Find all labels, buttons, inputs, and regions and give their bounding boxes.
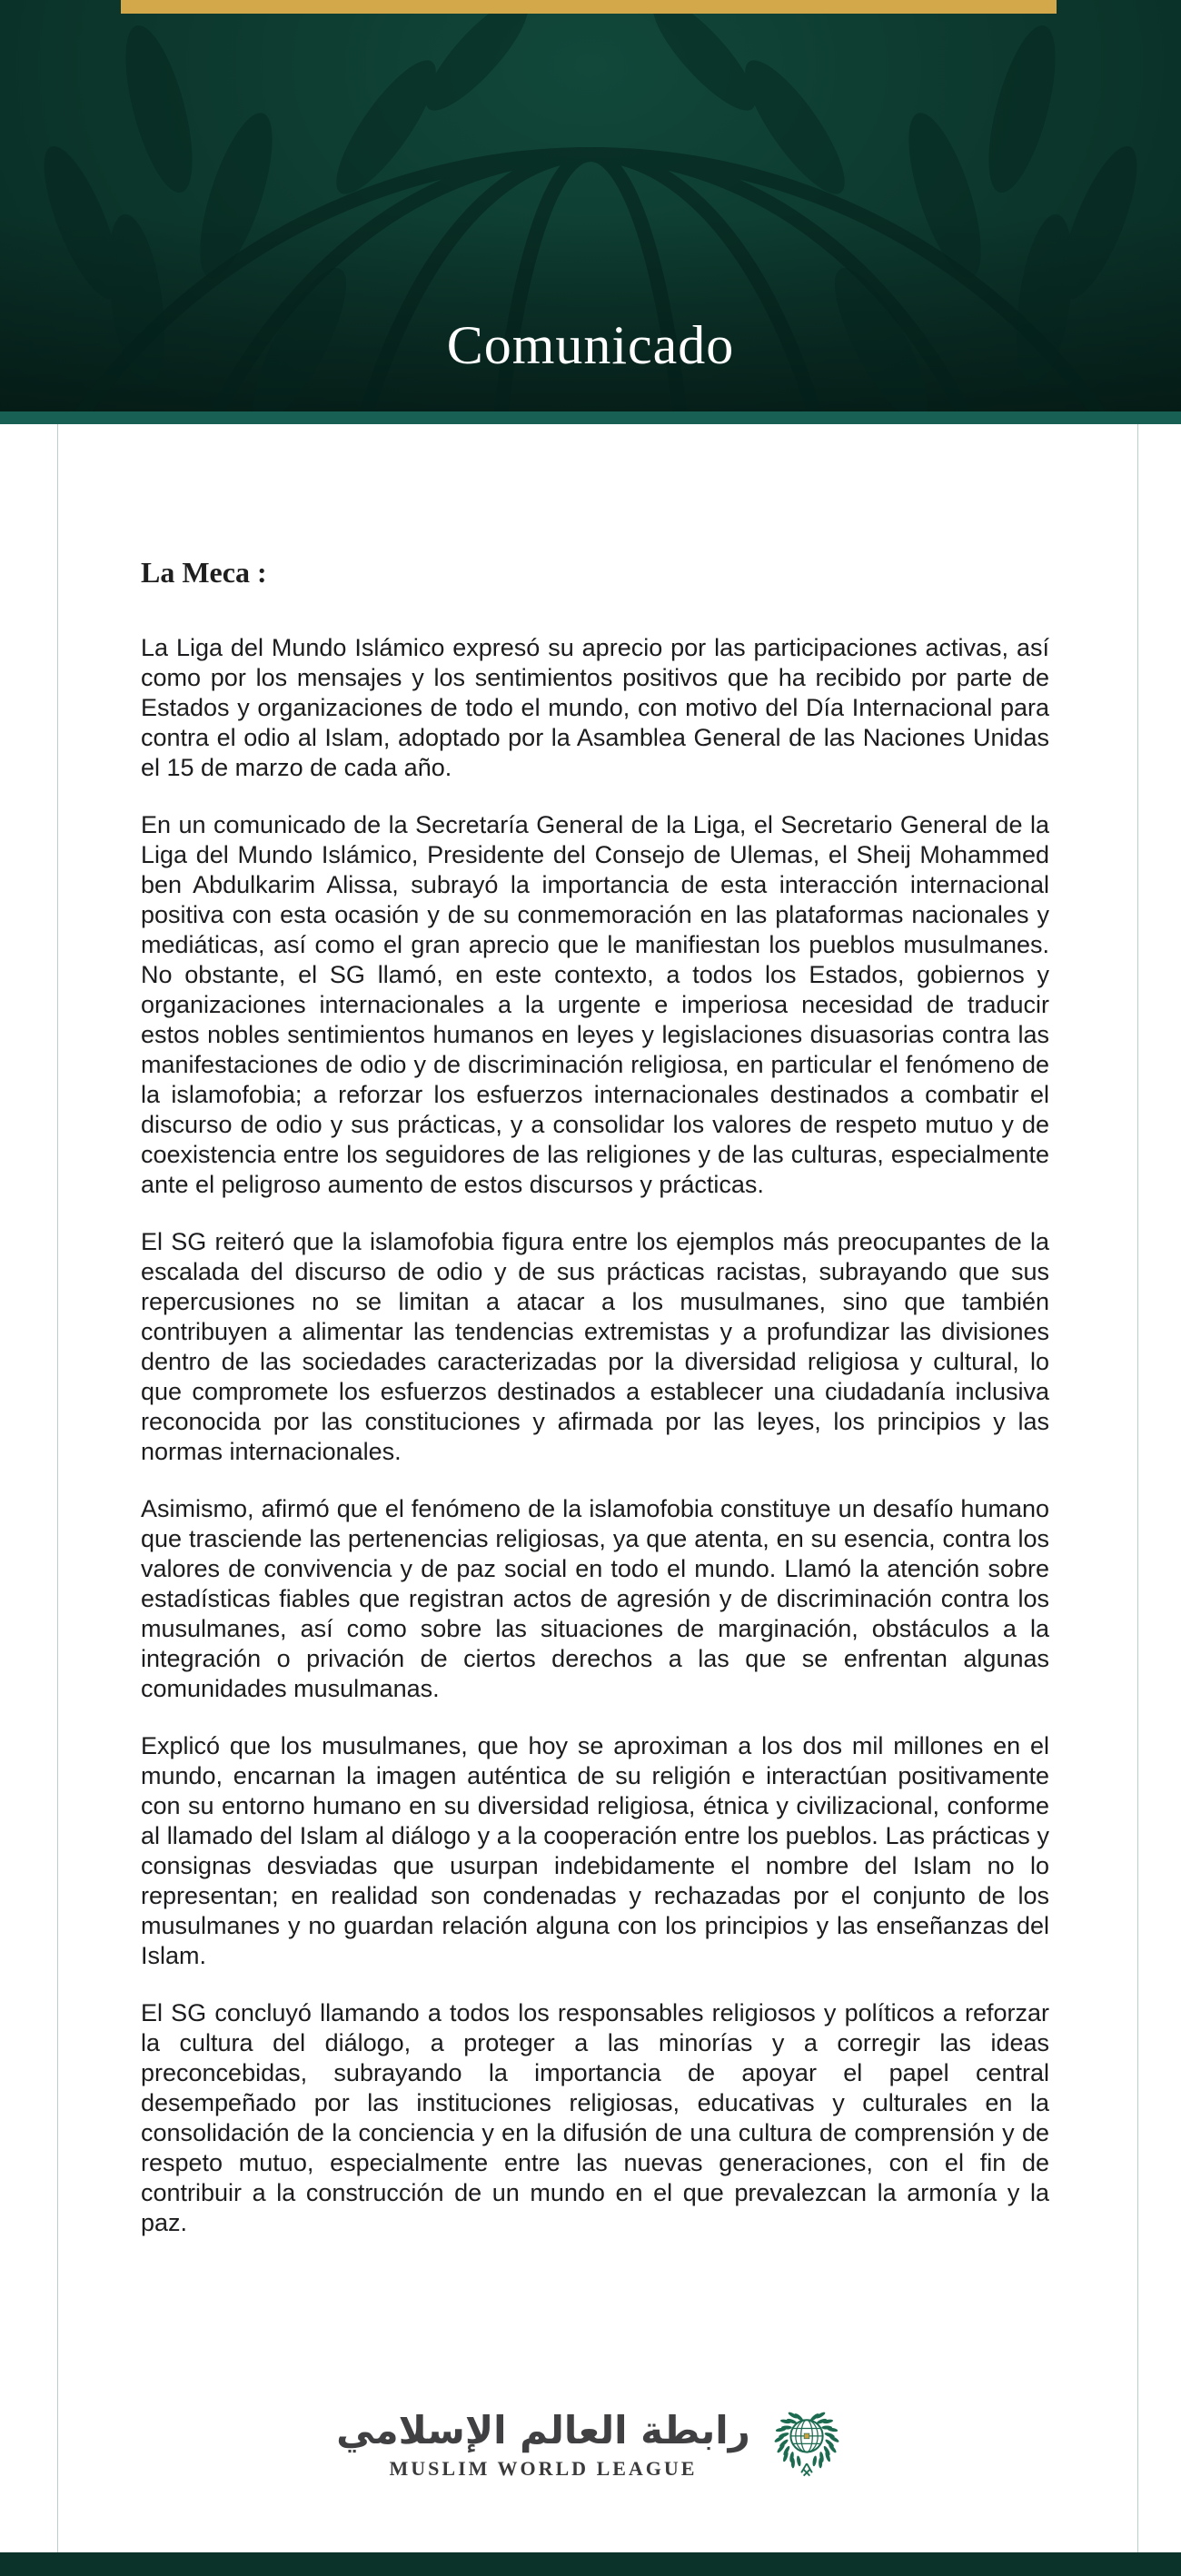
- paragraph: Explicó que los musulmanes, que hoy se aproximan a los dos mil millones en el mundo, encarnan la imagen auténtica de su religión e interactúan positivamente con su entorno humano en su diversidad religiosa, étnica y civilizacional, conforme al llamado del Islam al diálogo y a la cooperación entre los pueblos. Las prácticas y consignas desviadas que usurpan indebidamente el nombre del Islam no lo representan; en realidad son condenadas y rechazadas por el conjunto de los musulmanes y no guardan relación alguna con los principios y las enseñanzas del Islam.: [141, 1732, 1049, 1969]
- header-banner: [0, 0, 1181, 411]
- communique-body: [141, 633, 1049, 2238]
- footer-green-bar: [0, 2552, 1181, 2576]
- paragraph: En un comunicado de la Secretaría General de la Liga, el Secretario General de la Liga del Mundo Islámico, Presidente del Consejo de Ulemas, el Sheij Mohammed ben Abdulkarim Alissa, subrayó la importancia de esta interacción internacional positiva con esta ocasión y de su conmemoración en las plataformas nacionales y mediáticas, así como el gran aprecio que le manifiestan los pueblos musulmanes. No obstante, el SG llamó, en este contexto, a todos los Estados, gobiernos y organizaciones internacionales a la urgente e imperiosa necesidad de traducir estos nobles sentimientos humanos en leyes y legislaciones disuasorias contra las manifestaciones de odio y de discriminación religiosa, en particular el fenómeno de la islamofobia; a reforzar los esfuerzos internacionales destinados a combatir el discurso de odio y sus prácticas, y a consolidar los valores de respeto mutuo y de coexistencia entre los seguidores de las religiones y de las culturas, especialmente ante el peligroso aumento de estos discursos y prácticas.: [141, 811, 1049, 1198]
- paragraph: El SG reiteró que la islamofobia figura entre los ejemplos más preocupantes de la escalada del discurso de odio y de sus prácticas racistas, subrayando que sus repercusiones no se limitan a atacar a los musulmanes, sino que también contribuyen a alimentar las tendencias extremistas y a profundizar las divisiones dentro de las sociedades caracterizadas por la diversidad religiosa y cultural, lo que compromete los esfuerzos destinados a establecer una ciudadanía inclusiva reconocida por las constituciones y afirmada por las leyes, los principios y las normas internacionales.: [141, 1228, 1049, 1465]
- gold-accent-bar: [121, 0, 1057, 14]
- teal-divider-bar: [0, 411, 1181, 424]
- paragraph: Asimismo, afirmó que el fenómeno de la islamofobia constituye un desafío humano que trasciende las pertenencias religiosas, ya que atenta, en su esencia, contra los valores de convivencia y de paz social en todo el mundo. Llamó la atención sobre estadísticas fiables que registran actos de agresión y de discriminación contra los musulmanes, así como sobre las situaciones de marginación, obstáculos a la integración o privación de ciertos derechos a las que se enfrentan algunas comunidades musulmanas.: [141, 1495, 1049, 1702]
- page-title: Comunicado: [446, 315, 735, 375]
- communique-card: [57, 424, 1138, 2576]
- paragraph: El SG concluyó llamando a todos los responsables religiosos y políticos a reforzar la cultura del diálogo, a proteger a las minorías y a corregir las ideas preconcebidas, subrayando la importancia de apoyar el papel central desempeñado por las instituciones religiosas, educativas y culturales en la consolidación de la conciencia y en la difusión de una cultura de comprensión y de respeto mutuo, especialmente entre las nuevas generaciones, con el fin de contribuir a la construcción de un mundo en el que prevalezcan la armonía y la paz.: [141, 1999, 1049, 2236]
- globe-wreath-emblem-icon: [769, 2405, 845, 2485]
- logo-wordmark: [336, 2407, 750, 2481]
- dateline-heading: La Meca :: [141, 556, 267, 589]
- logo-arabic-calligraphy: رابطة العالم الإسلامي: [336, 2407, 750, 2452]
- paragraph: La Liga del Mundo Islámico expresó su aprecio por las participaciones activas, así como por los mensajes y los sentimientos positivos que ha recibido por parte de Estados y organizaciones de todo el mundo, con motivo del Día Internacional para contra el odio al Islam, adoptado por la Asamblea General de las Naciones Unidas el 15 de marzo de cada año.: [141, 634, 1049, 781]
- muslim-world-league-logo: [0, 2405, 1181, 2485]
- logo-latin-name: MUSLIM WORLD LEAGUE: [389, 2457, 698, 2481]
